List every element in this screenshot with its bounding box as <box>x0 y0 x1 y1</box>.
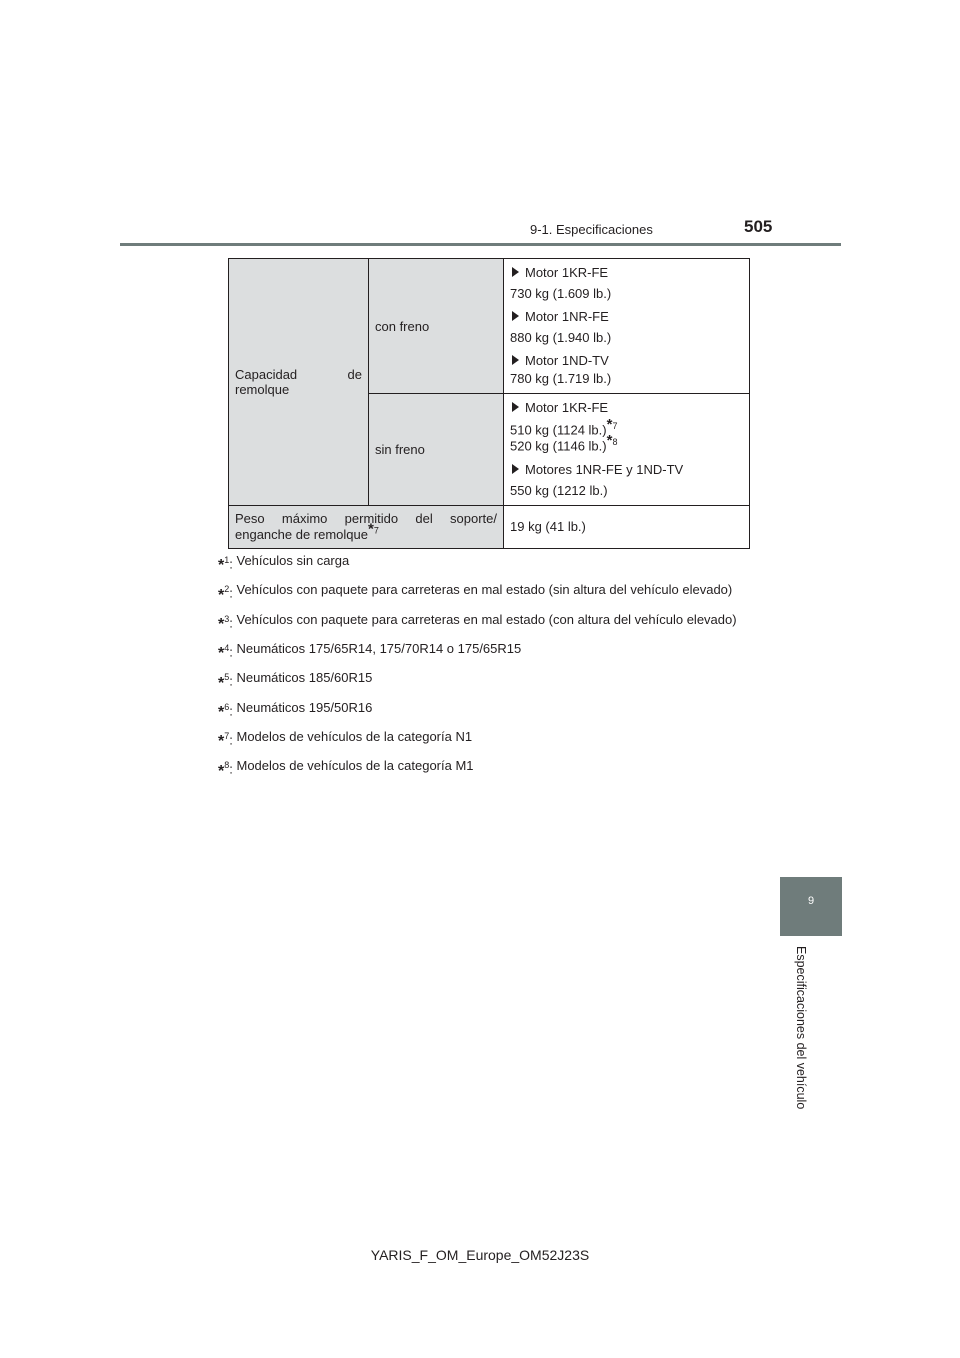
footnote-number: 6 <box>224 701 230 712</box>
triangle-bullet-icon <box>512 311 519 321</box>
triangle-bullet-icon <box>512 267 519 277</box>
document-code: YARIS_F_OM_Europe_OM52J23S <box>370 1247 590 1263</box>
list-item <box>218 728 746 751</box>
footnote-text: Vehículos con paquete para carreteras en mal estado (sin altura del vehículo elevado) <box>236 582 733 598</box>
footnote-asterisk: * <box>218 557 225 575</box>
tongue-weight-label-line1: Peso máximo permitido del soporte/ <box>235 510 497 526</box>
triangle-bullet-icon <box>512 355 519 365</box>
footnote-number: 7 <box>224 730 230 741</box>
footnote-number: 1 <box>224 555 230 565</box>
footnote-asterisk: * <box>218 615 225 633</box>
footnote-asterisk: * <box>606 416 613 433</box>
footnote-marker: *$^2$: <box>218 584 237 604</box>
footnote-marker: *$^7$: <box>218 730 237 751</box>
capacity-value: 730 kg (1.609 lb.) <box>510 286 612 301</box>
tongue-weight-value-cell <box>504 505 750 548</box>
list-item <box>510 263 743 283</box>
towing-capacity-label: Capacidad de remolque <box>235 366 362 397</box>
capacity-value: 550 kg (1212 lb.) <box>510 482 608 498</box>
footnote-asterisk: * <box>368 520 374 538</box>
footnote-ref: 7 <box>612 421 618 431</box>
footnotes <box>218 552 746 787</box>
tongue-weight-value: 19 kg (41 lb.) <box>510 519 586 535</box>
footnote-text: Vehículos sin carga <box>236 553 350 568</box>
page-number: 505 <box>744 217 773 236</box>
footnote-ref: 7 <box>373 525 379 536</box>
list-item <box>218 669 746 692</box>
tongue-weight-label-cell <box>229 505 504 548</box>
list-item <box>218 581 746 604</box>
footnote-text: Neumáticos 195/50R16 <box>236 699 373 715</box>
list-item <box>218 757 746 780</box>
footnote-marker: *$^5$: <box>218 672 237 692</box>
section-title: 9-1. Especificaciones <box>530 222 653 237</box>
footnote-number: 3 <box>224 613 230 624</box>
chapter-tab <box>780 877 842 936</box>
footnote-marker: *$^3$: <box>218 613 237 633</box>
list-item <box>510 307 743 327</box>
footnote-ref: 8 <box>612 437 618 448</box>
braked-values-cell <box>504 259 750 394</box>
footnote-asterisk: * <box>218 733 225 751</box>
capacity-value: 880 kg (1.940 lb.) <box>510 330 612 345</box>
footnote-asterisk: * <box>218 762 225 780</box>
footnote-marker: *$^1$: <box>218 555 237 575</box>
header-divider <box>120 243 841 246</box>
engine-name: Motor 1KR-FE <box>525 265 609 280</box>
towing-capacity-table <box>228 258 750 549</box>
tongue-weight-label-text: enganche de remolque <box>235 527 368 543</box>
triangle-bullet-icon <box>512 402 519 412</box>
table-row <box>229 259 750 394</box>
triangle-bullet-icon <box>512 464 519 474</box>
footnote-asterisk: * <box>218 645 225 663</box>
list-item <box>218 552 746 575</box>
footnote-marker: *$^8$: <box>218 760 237 780</box>
capacity-value <box>510 432 743 459</box>
engine-name: Motores 1NR-FE y 1ND-TV <box>525 461 684 477</box>
footnote-asterisk: * <box>218 586 225 604</box>
footnote-text: Vehículos con paquete para carreteras en mal estado (con altura del vehículo elevado) <box>236 611 737 627</box>
footnote-marker: *$^4$: <box>218 642 237 663</box>
capacity-value <box>510 418 743 437</box>
footnote-text: Modelos de vehículos de la categoría N1 <box>236 728 473 744</box>
footnote-number: 8 <box>224 760 230 771</box>
list-item <box>510 351 743 371</box>
chapter-label: Especificaciones del vehículo <box>794 946 808 1110</box>
list-item <box>218 611 746 631</box>
footnote-number: 4 <box>224 642 230 653</box>
capacity-value-text: 520 kg (1146 lb.) <box>510 438 607 454</box>
footnote-asterisk: * <box>218 703 225 721</box>
braked-label: con freno <box>375 318 430 334</box>
footnote-marker: *$^6$: <box>218 701 237 721</box>
unbraked-values-cell <box>504 394 750 506</box>
list-item <box>218 699 746 719</box>
chapter-number: 9 <box>807 895 815 907</box>
engine-name: Motor 1KR-FE <box>525 400 609 415</box>
table-row <box>229 505 750 548</box>
braked-label-cell <box>369 259 504 394</box>
engine-name: Motor 1NR-FE <box>525 309 609 324</box>
footnote-asterisk: * <box>606 432 613 450</box>
towing-capacity-label-cell <box>229 259 369 506</box>
engine-name: Motor 1ND-TV <box>525 353 609 368</box>
footnote-asterisk: * <box>218 674 225 692</box>
footnote-text: Neumáticos 185/60R15 <box>236 670 373 686</box>
footnote-text: Modelos de vehículos de la categoría M1 <box>236 758 474 774</box>
unbraked-label-cell <box>369 394 504 506</box>
list-item <box>218 640 746 663</box>
capacity-value-text: 510 kg (1124 lb.) <box>510 422 607 438</box>
list-item <box>510 460 743 480</box>
capacity-value: 780 kg (1.719 lb.) <box>510 371 612 386</box>
list-item <box>510 398 743 418</box>
footnote-text: Neumáticos 175/65R14, 175/70R14 o 175/65R15 <box>236 640 522 656</box>
footnote-number: 5 <box>224 672 230 683</box>
unbraked-label: sin freno <box>375 441 425 457</box>
tongue-weight-label-line2 <box>235 520 379 543</box>
footnote-number: 2 <box>224 584 230 595</box>
